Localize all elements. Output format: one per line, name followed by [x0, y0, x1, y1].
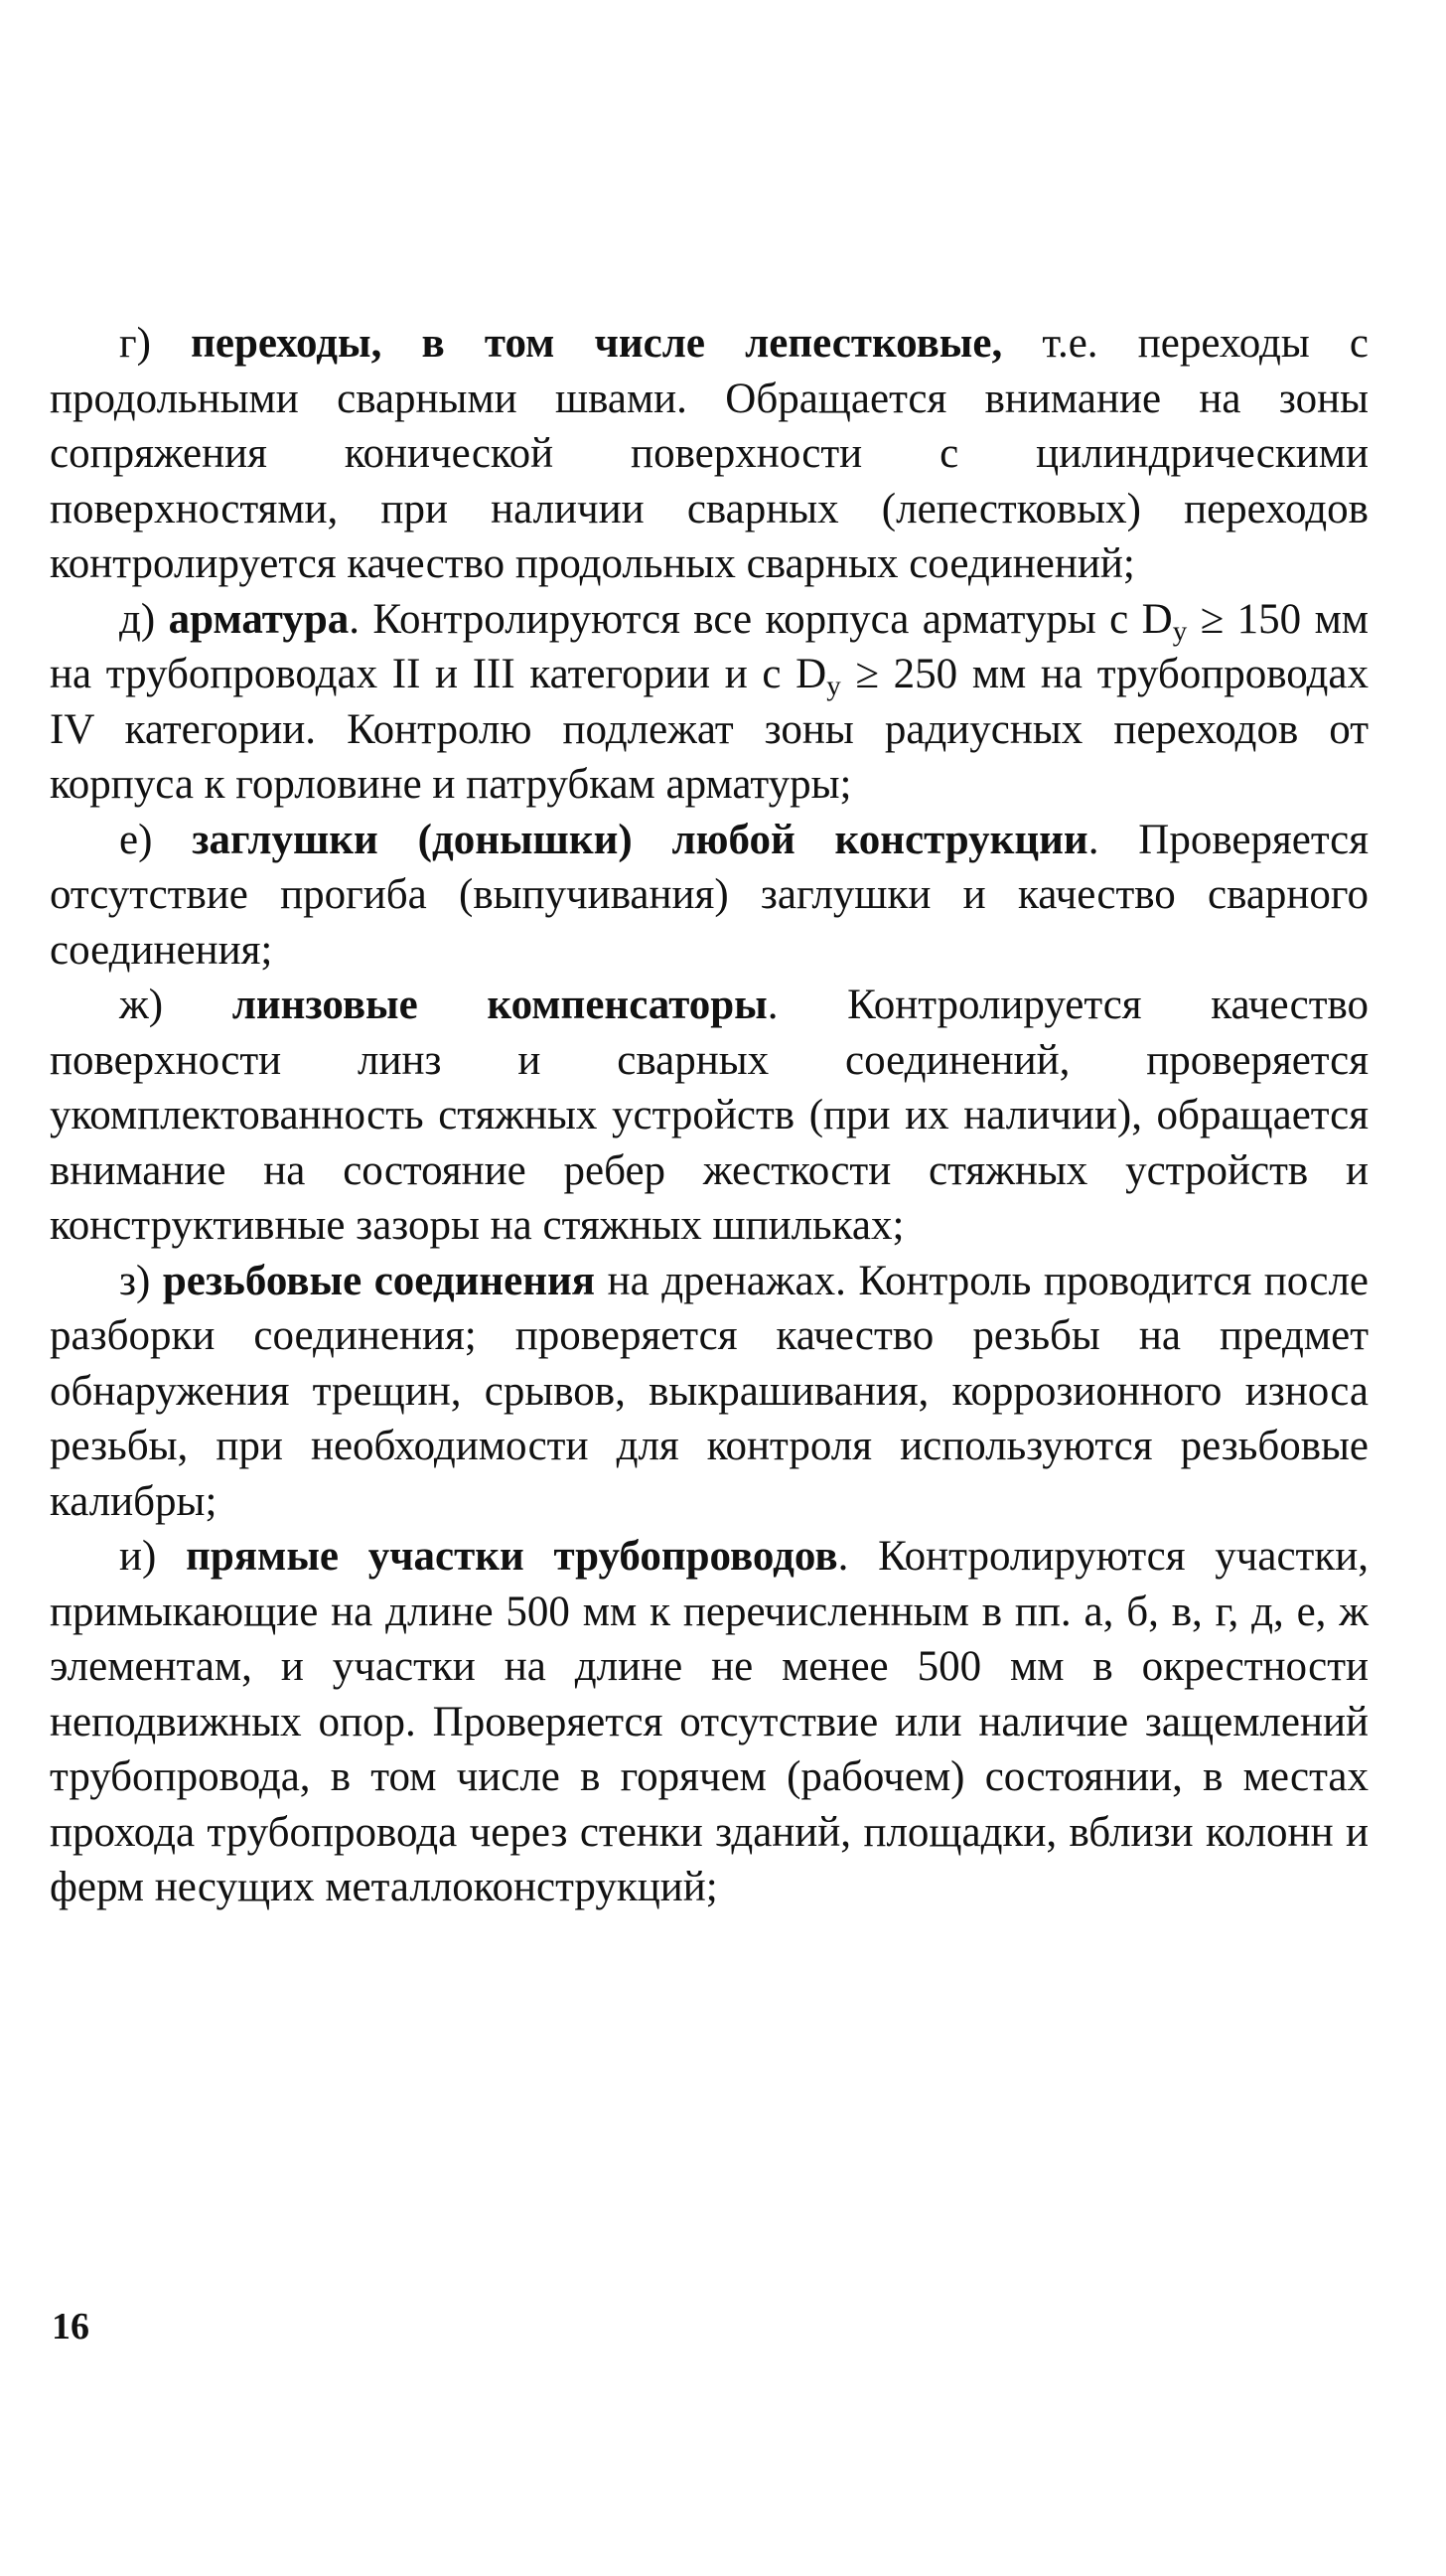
body-text — [50, 316, 1369, 1915]
item-term: заглушки (донышки) любой конструкции — [192, 816, 1088, 863]
list-item-e — [50, 813, 1369, 979]
list-item-d — [50, 592, 1369, 813]
item-term: линзовые компенсаторы — [231, 982, 768, 1028]
list-item-g — [50, 316, 1369, 592]
item-body: т.е. переходы с продольными сварными швами. Обращается внимание на зоны сопряжения конической поверхности с цилиндрическими поверхностями, при наличии сварных (лепестковых) переходов контролируется качество продольных сварных соединений; — [50, 320, 1369, 587]
item-body: . Контролируются все корпуса арматуры с D — [349, 595, 1173, 643]
subscript: у — [1172, 614, 1188, 647]
page-number: 16 — [52, 2306, 89, 2348]
subscript: у — [826, 670, 841, 702]
item-body: . Контролируются участки, примыкающие на длине 500 мм к перечисленным в пп. а, б, в, г, д, е, ж элементам, и участки на длине не менее 500 мм в окрестности неподвижных опор. Проверяется отсутствие или наличие защемлений трубопровода, в том числе в горячем (рабочем) состоянии, в местах прохода трубопровода через стенки зданий, площадки, вблизи колонн и ферм несущих металлоконструкций; — [50, 1533, 1370, 1910]
item-body: . Проверяется отсутствие прогиба (выпучивания) заглушки и качество сварного соединения; — [50, 816, 1369, 974]
item-term: переходы, в том числе лепестковые, — [191, 320, 1003, 367]
item-term: прямые участки трубопроводов — [186, 1533, 838, 1580]
item-marker: з) — [119, 1257, 151, 1304]
item-body: . Контролируется качество поверхности линз и сварных соединений, проверяется укомплектованность стяжных устройств (при их наличии), обращается внимание на состояние ребер жесткости стяжных устройств и конструктивные зазоры на стяжных шпильках; — [50, 982, 1370, 1249]
item-marker: г) — [119, 320, 151, 367]
list-item-z — [50, 1254, 1369, 1530]
item-body: на дренажах. Контроль проводится после разборки соединения; проверяется качество резьбы на предмет обнаружения трещин, срывов, выкрашивания, коррозионного износа резьбы, при необходимости для контроля используются резьбовые калибры; — [50, 1257, 1370, 1525]
item-body: ≥ 250 мм на трубопроводах IV категории. Контролю подлежат зоны радиусных переходов от корпуса к горловине и патрубкам арматуры; — [50, 651, 1369, 808]
list-item-zh — [50, 978, 1369, 1254]
item-marker: д) — [119, 595, 156, 643]
item-term: арматура — [168, 595, 350, 643]
item-term: резьбовые соединения — [162, 1257, 596, 1304]
item-marker: ж) — [119, 982, 164, 1028]
item-marker: и) — [119, 1533, 157, 1580]
item-body: ≥ 150 мм на трубопроводах II и III категории и с D — [50, 595, 1369, 697]
item-marker: е) — [119, 816, 153, 863]
list-item-i — [50, 1529, 1369, 1915]
